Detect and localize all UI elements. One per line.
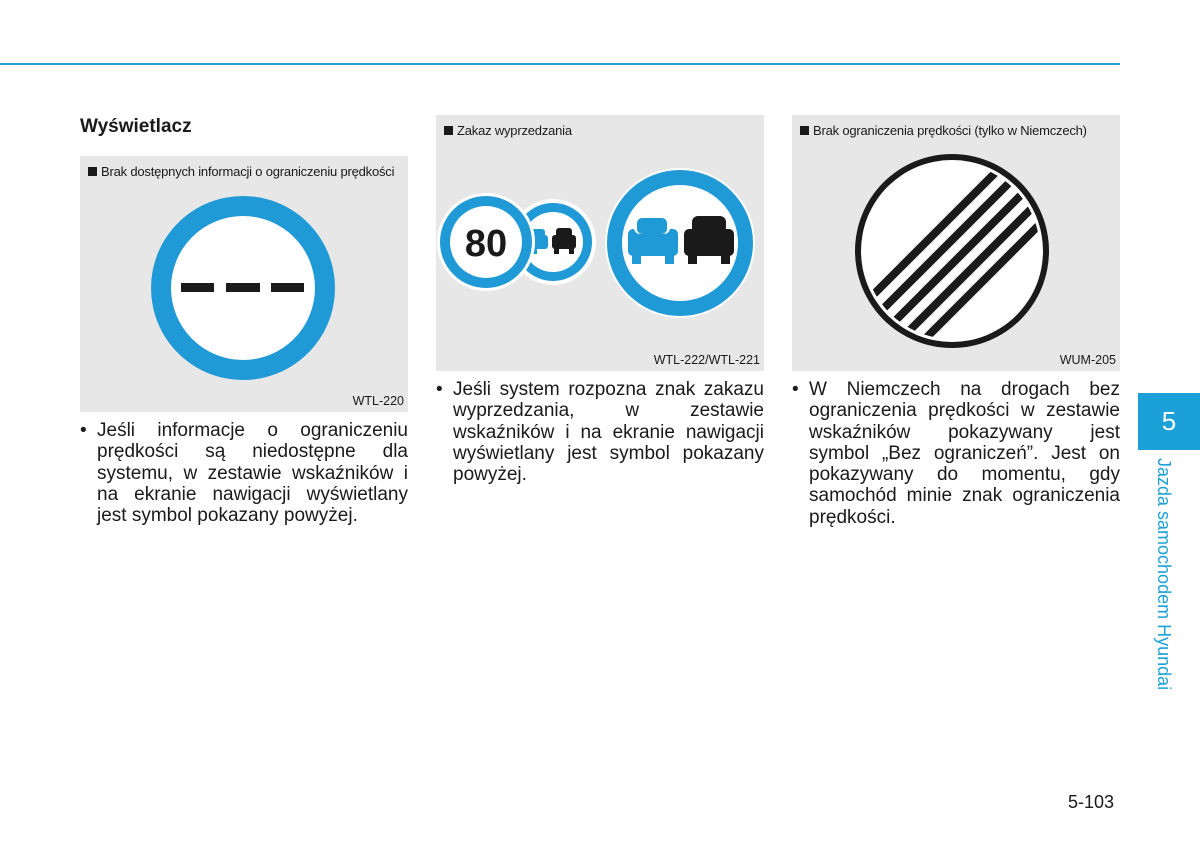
speed-value: 80 xyxy=(464,223,508,265)
top-rule xyxy=(0,63,1120,65)
no-overtaking-signs xyxy=(436,115,764,371)
paragraph-no-overtaking: • Jeśli system rozpozna znak zakazu wyprzedzania, w zestawie wskaźników i na ekranie nawigacji wyświetlany jest symbol pokazany powyżej. xyxy=(436,379,764,486)
speed-limit-sign-icon xyxy=(437,193,535,291)
section-heading: Wyświetlacz xyxy=(80,116,192,137)
figure-caption: Zakaz wyprzedzania xyxy=(444,123,572,138)
paragraph-no-info: • Jeśli informacje o ograniczeniu prędkości są niedostępne dla systemu, w zestawie wskaźników i na ekranie nawigacji wyświetlany jest symbol pokazany powyżej. xyxy=(80,420,408,527)
chapter-tab: 5 xyxy=(1138,393,1200,450)
paragraph-no-speed-limit: • W Niemczech na drogach bez ograniczenia prędkości w zestawie wskaźników pokazywany jest symbol „Bez ograniczeń”. Jest on pokazywany do momentu, gdy samochód minie znak ograniczenia prędkości. xyxy=(792,379,1120,528)
no-info-sign-icon xyxy=(80,156,408,412)
end-of-restrictions-sign-icon xyxy=(792,115,1120,371)
figure-caption: Brak ograniczenia prędkości (tylko w Niemczech) xyxy=(800,123,1087,138)
figure-caption: Brak dostępnych informacji o ograniczeniu prędkości xyxy=(88,164,394,179)
large-no-overtaking-icon xyxy=(605,168,755,318)
figure-no-overtaking xyxy=(436,115,764,371)
figure-code: WTL-222/WTL-221 xyxy=(653,353,760,367)
figure-code: WUM-205 xyxy=(1059,353,1116,367)
figure-code: WTL-220 xyxy=(352,394,404,408)
figure-no-info xyxy=(80,156,408,412)
page-number: 5-103 xyxy=(1068,792,1115,812)
chapter-title: Jazda samochodem Hyundai xyxy=(1154,458,1174,691)
figure-no-speed-limit xyxy=(792,115,1120,371)
